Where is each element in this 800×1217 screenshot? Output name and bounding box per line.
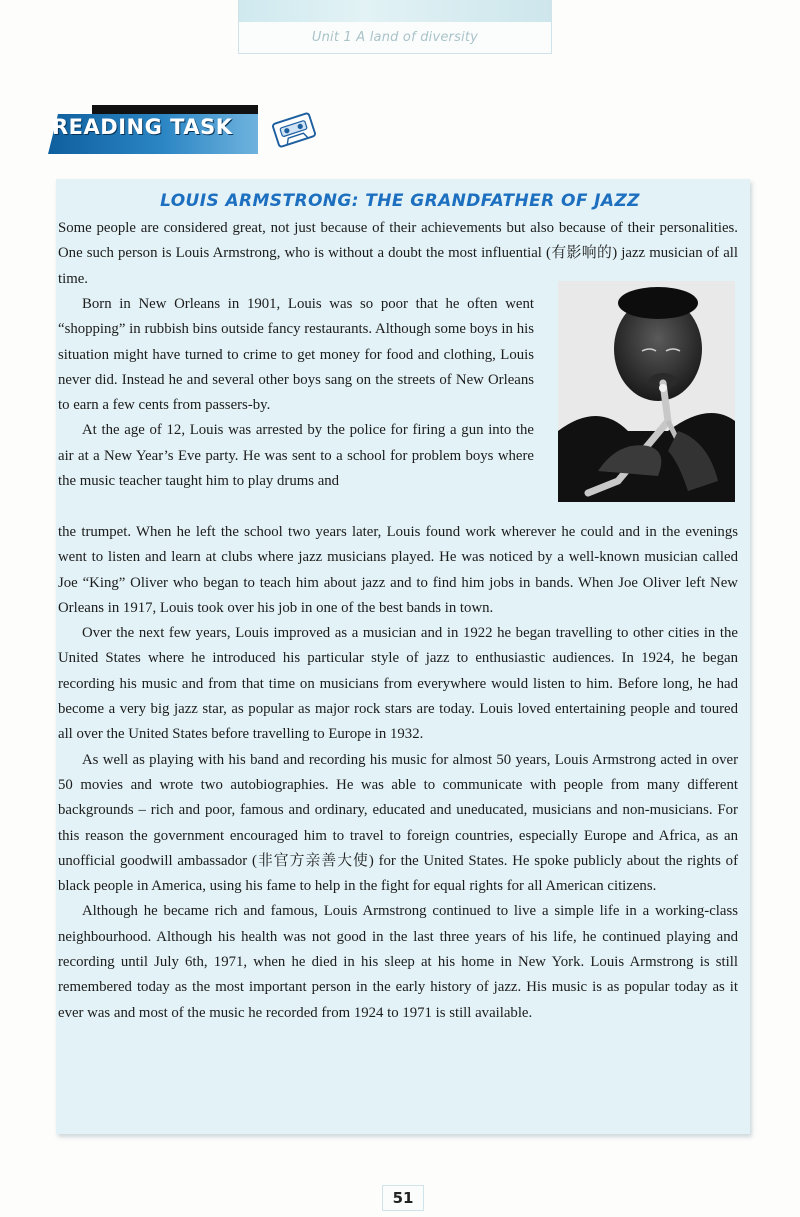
unit-title: Unit 1 A land of diversity [311,30,479,45]
article-paragraph-2b: the trumpet. When he left the school two years later, Louis found work wherever he could and in the evenings went to listen and learn at clubs where jazz musicians played. He was noticed by a well-known musician called Joe “King” Oliver who began to teach him about jazz and to find him jobs in bands. When Joe Oliver left New Orleans in 1917, Louis took over his job in one of the best bands in town. [58,524,738,616]
louis-armstrong-photo [558,281,735,502]
article-paragraph-1: Born in New Orleans in 1901, Louis was so poor that he often went “shopping” in rubbish bins outside fancy restaurants. Although some boys in his situation might have turned to crime to get money for food and clothing, Louis never did. Instead he and several other boys sang on the streets of New Orleans to earn a few cents from passers-by. [58,296,534,414]
unit-header-strip [239,0,551,22]
article-title: LOUIS ARMSTRONG: THE GRANDFATHER OF JAZZ [160,191,640,211]
cassette-tape-icon [271,111,318,150]
article-paragraph-5: Although he became rich and famous, Louis Armstrong continued to live a simple life in a working-class neighbourhood. Although his health was not good in the last three years of his life, he continued playing and recording until July 6th, 1971, when he died in his sleep at his home in New York. Louis Armstrong is still remembered today as the most important person in the early history of jazz. His music is as popular today as it ever was and most of the music he recorded from 1924 to 1971 is still available. [58,903,738,1021]
article-paragraph-3: Over the next few years, Louis improved as a musician and in 1922 he began travelling to other cities in the United States where he introduced his particular style of jazz to enthusiastic audiences. In 1924, he began recording his music and from that time on musicians from everywhere would listen to him. Before long, he had become a very big jazz star, as popular as major rock stars are today. Louis loved entertaining people and toured all over the United States before travelling to Europe in 1932. [58,625,738,743]
trumpet-player-photo [558,281,735,502]
reading-task-banner [48,105,258,151]
article-intro: Some people are considered great, not just because of their achievements but also because of their personalities. One such person is Louis Armstrong, who is without a doubt the most influential (有影响的) jazz musician of all time. [58,220,738,287]
unit-header [238,0,552,54]
article-left-column [58,292,534,494]
reading-task-label: READING TASK [52,115,233,139]
article-paragraph-4: As well as playing with his band and recording his music for almost 50 years, Louis Armstrong acted in over 50 movies and wrote two autobiographies. He was able to communicate with people from many different backgrounds – rich and poor, famous and ordinary, educated and uneducated, musicians and non-musicians. For this reason the government encouraged him to travel to foreign countries, especially Europe and Africa, as an unofficial goodwill ambassador (非官方亲善大使) for the United States. He spoke publicly about the rights of black people in America, using his fame to help in the fight for equal rights for all American citizens. [58,751,738,895]
article-full-column [58,520,738,1026]
article-paragraph-2a: At the age of 12, Louis was arrested by the police for firing a gun into the air at a New Year’s Eve party. He was sent to a school for problem boys where the music teacher taught him to play drums and [58,422,534,490]
page-number: 51 [382,1185,424,1211]
